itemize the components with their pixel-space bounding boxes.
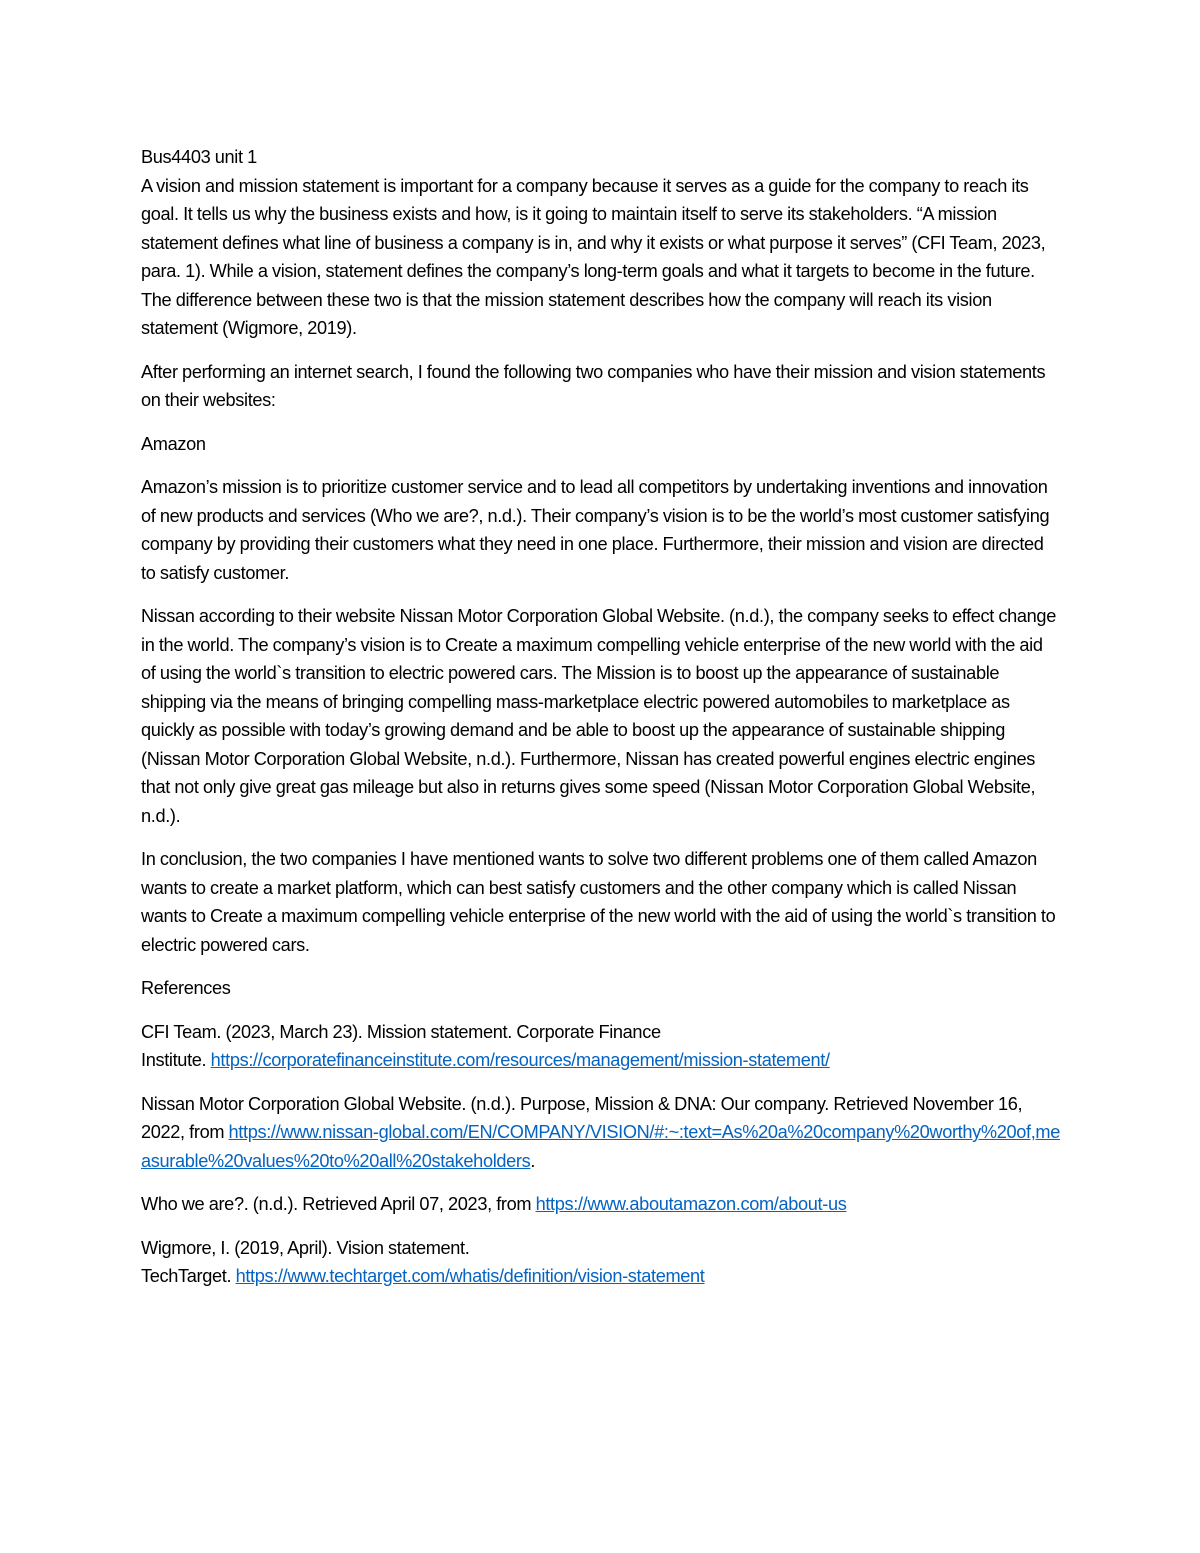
reference-nissan [141, 1090, 1061, 1176]
reference-text-line: CFI Team. (2023, March 23). Mission statement. Corporate Finance [141, 1021, 661, 1042]
reference-text: Institute. [141, 1050, 211, 1070]
reference-text: Who we are?. (n.d.). Retrieved April 07, 2023, from [141, 1194, 536, 1214]
intro-paragraph: A vision and mission statement is important for a company because it serves as a guide for the company to reach its goal. It tells us why the business exists and how, is it going to maintain itself to serve its stakeholders. “A mission statement defines what line of business a company is in, and why it exists or what purpose it serves” (CFI Team, 2023, para. 1). While a vision, statement defines the company’s long-term goals and what it targets to become in the future. The difference between these two is that the mission statement describes how the company will reach its vision statement (Wigmore, 2019). [141, 175, 1046, 338]
reference-cfi [141, 1018, 1061, 1075]
references-heading: References [141, 978, 231, 998]
reference-suffix: . [530, 1150, 536, 1171]
search-paragraph: After performing an internet search, I found the following two companies who have their mission and vision statements on their websites: [141, 361, 1046, 410]
reference-wigmore [141, 1234, 1061, 1291]
reference-amazon [141, 1190, 1061, 1219]
document-page [141, 143, 1061, 1306]
course-title: Bus4403 unit 1 [141, 147, 257, 167]
reference-text: TechTarget. [141, 1266, 236, 1286]
amazon-paragraph: Amazon’s mission is to prioritize customer service and to lead all competitors by undertaking inventions and innovation of new products and services (Who we are?, n.d.). Their company’s vision is to be the world’s most customer satisfying company by providing their customers what they need in one place. Furthermore, their mission and vision are directed to satisfy customer. [141, 477, 1050, 583]
amazon-heading: Amazon [141, 433, 206, 454]
reference-link-techtarget[interactable]: https://www.techtarget.com/whatis/definition/vision-statement [235, 1266, 705, 1286]
reference-link-cfi[interactable]: https://corporatefinanceinstitute.com/resources/management/mission-statement/ [210, 1050, 830, 1070]
reference-link-nissan[interactable]: https://www.nissan-global.com/EN/COMPANY/VISION/#:~:text=As%20a%20company%20worthy%20of,measurable%20values%20to%20all%20stakeholders [141, 1122, 1060, 1171]
conclusion-paragraph: In conclusion, the two companies I have mentioned wants to solve two different problems one of them called Amazon wants to create a market platform, which can best satisfy customers and the other company which is called Nissan wants to Create a maximum compelling vehicle enterprise of the new world with the aid of using the world`s transition to electric powered cars. [141, 849, 1056, 955]
nissan-paragraph: Nissan according to their website Nissan Motor Corporation Global Website. (n.d.), the company seeks to effect change in the world. The company’s vision is to Create a maximum compelling vehicle enterprise of the new world with the aid of using the world`s transition to electric powered cars. The Mission is to boost up the appearance of sustainable shipping via the means of bringing compelling mass-marketplace electric powered automobiles to marketplace as quickly as possible with today’s growing demand and be able to boost up the appearance of sustainable shipping (Nissan Motor Corporation Global Website, n.d.). Furthermore, Nissan has created powerful engines electric engines that not only give great gas mileage but also in returns gives some speed (Nissan Motor Corporation Global Website, n.d.). [141, 606, 1056, 826]
reference-text: Nissan Motor Corporation Global Website. (n.d.). Purpose, Mission & DNA: Our company. Retrieved November 16, 2022, from [141, 1093, 1023, 1142]
reference-link-amazon[interactable]: https://www.aboutamazon.com/about-us [535, 1194, 847, 1214]
reference-text-line: Wigmore, I. (2019, April). Vision statement. [141, 1237, 470, 1258]
